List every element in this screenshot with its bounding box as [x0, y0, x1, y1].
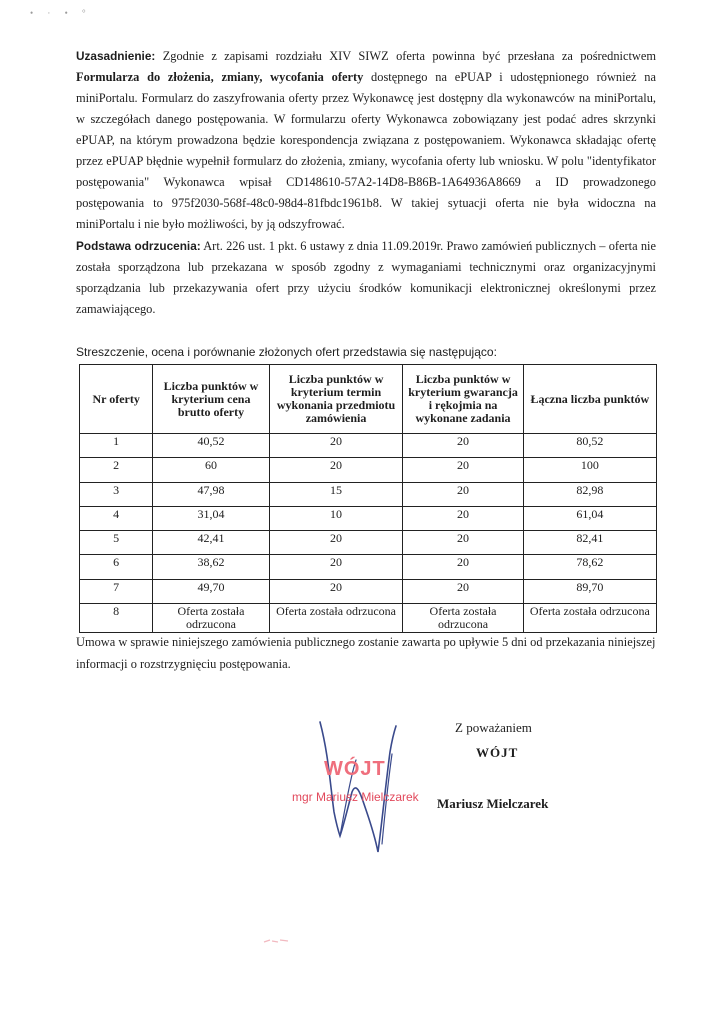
cell-warranty-points: 20 — [403, 555, 523, 579]
cell-warranty-points: 20 — [403, 434, 523, 458]
cell-deadline-points: 10 — [269, 506, 403, 530]
signatory-name: Mariusz Mielczarek — [437, 796, 549, 811]
cell-offer-number: 1 — [80, 434, 153, 458]
table-row — [80, 604, 657, 633]
table-row — [80, 506, 657, 530]
cell-deadline-points: 20 — [269, 579, 403, 603]
header-offer-number: Nr oferty — [80, 365, 153, 434]
cell-warranty-points: 20 — [403, 482, 523, 506]
faint-stamp-mark — [262, 936, 290, 946]
cell-deadline-points: 20 — [269, 434, 403, 458]
cell-warranty-points: 20 — [403, 579, 523, 603]
cell-price-points: Oferta została odrzucona — [153, 604, 269, 633]
cell-price-points: 40,52 — [153, 434, 269, 458]
cell-offer-number: 7 — [80, 579, 153, 603]
legal-basis-label: Podstawa odrzucenia: — [76, 239, 201, 253]
cell-warranty-points: Oferta została odrzucona — [403, 604, 523, 633]
cell-total-points: 61,04 — [523, 506, 656, 530]
cell-total-points: 100 — [523, 458, 656, 482]
table-row — [80, 531, 657, 555]
cell-warranty-points: 20 — [403, 531, 523, 555]
justification-text-1: Zgodnie z zapisami rozdziału XIV SIWZ oferta powinna być przesłana za pośrednictwem — [155, 49, 656, 63]
cell-total-points: 82,98 — [523, 482, 656, 506]
cell-deadline-points: 20 — [269, 458, 403, 482]
stamp-title: WÓJT — [324, 758, 386, 780]
table-row — [80, 555, 657, 579]
cell-deadline-points: 15 — [269, 482, 403, 506]
cell-offer-number: 2 — [80, 458, 153, 482]
cell-total-points: 78,62 — [523, 555, 656, 579]
cell-price-points: 31,04 — [153, 506, 269, 530]
cell-deadline-points: 20 — [269, 531, 403, 555]
cell-deadline-points: Oferta została odrzucona — [269, 604, 403, 633]
cell-total-points: 80,52 — [523, 434, 656, 458]
signatory-title: WÓJT — [476, 745, 519, 760]
cell-total-points: Oferta została odrzucona — [523, 604, 656, 633]
regards: Z poważaniem — [455, 720, 532, 735]
header-total-points: Łączna liczba punktów — [523, 365, 656, 434]
cell-warranty-points: 20 — [403, 506, 523, 530]
cell-total-points: 89,70 — [523, 579, 656, 603]
cell-warranty-points: 20 — [403, 458, 523, 482]
cell-price-points: 47,98 — [153, 482, 269, 506]
cell-deadline-points: 20 — [269, 555, 403, 579]
header-deadline-points: Liczba punktów w kryterium termin wykonania przedmiotu zamówienia — [269, 365, 403, 434]
table-row — [80, 458, 657, 482]
justification-paragraph — [76, 46, 656, 235]
legal-basis-paragraph — [76, 236, 656, 320]
cell-price-points: 60 — [153, 458, 269, 482]
cell-offer-number: 3 — [80, 482, 153, 506]
cell-offer-number: 4 — [80, 506, 153, 530]
cell-offer-number: 6 — [80, 555, 153, 579]
header-warranty-points: Liczba punktów w kryterium gwarancja i rękojmia na wykonane zadania — [403, 365, 523, 434]
closing-paragraph: Umowa w sprawie niniejszego zamówienia publicznego zostanie zawarta po upływie 5 dni od przekazania niniejszej informacji o rozstrzygnięciu postępowania. — [76, 635, 656, 671]
form-name: Formularza do złożenia, zmiany, wycofania oferty — [76, 70, 364, 84]
cell-offer-number: 5 — [80, 531, 153, 555]
handwritten-signature — [290, 712, 420, 862]
cell-price-points: 42,41 — [153, 531, 269, 555]
table-row — [80, 434, 657, 458]
cell-offer-number: 8 — [80, 604, 153, 633]
cell-price-points: 38,62 — [153, 555, 269, 579]
scores-table — [79, 364, 657, 633]
cell-price-points: 49,70 — [153, 579, 269, 603]
cell-total-points: 82,41 — [523, 531, 656, 555]
table-row — [80, 482, 657, 506]
summary-intro: Streszczenie, ocena i porównanie złożonych ofert przedstawia się następująco: — [76, 345, 497, 359]
stamp-name: mgr Mariusz Mielczarek — [292, 790, 419, 804]
header-price-points: Liczba punktów w kryterium cena brutto oferty — [153, 365, 269, 434]
justification-text-2: dostępnego na ePUAP i udostępnionego również na miniPortalu. Formularz do zaszyfrowania oferty przez Wykonawcę jest dostępny dla wykonawców na miniPortalu, w szczegółach danego postępowania. W formularzu oferty Wykonawca zobowiązany jest podać adres skrzynki ePUAP, na którym prowadzona będzie korespondencja związana z postępowaniem. Wykonawca składając ofertę przez ePUAP błędnie wypełnił formularz do złożenia, zmiany, wycofania oferty lub wniosku. W polu "identyfikator postępowania" Wykonawca wpisał CD148610-57A2-14D8-B86B-1A64936A8669 a ID prowadzonego postępowania to 975f2030-568f-48c0-98d4-81fbdc1961b8. W takiej sytuacji oferta nie była widoczna na miniPortalu i nie było możliwości, by ją odszyfrować. — [76, 70, 656, 231]
scan-specks: • · • ° — [30, 8, 92, 18]
table-header-row — [80, 365, 657, 434]
table-row — [80, 579, 657, 603]
justification-label: Uzasadnienie: — [76, 49, 156, 63]
legal-basis-text: Art. 226 ust. 1 pkt. 6 ustawy z dnia 11.09.2019r. Prawo zamówień publicznych – oferta nie została sporządzona lub przekazana w sposób zgodny z wymaganiami technicznymi oraz organizacyjnymi sporządzania lub przekazywania ofert przy użyciu środków komunikacji elektronicznej określonymi przez zamawiającego. — [76, 239, 656, 316]
